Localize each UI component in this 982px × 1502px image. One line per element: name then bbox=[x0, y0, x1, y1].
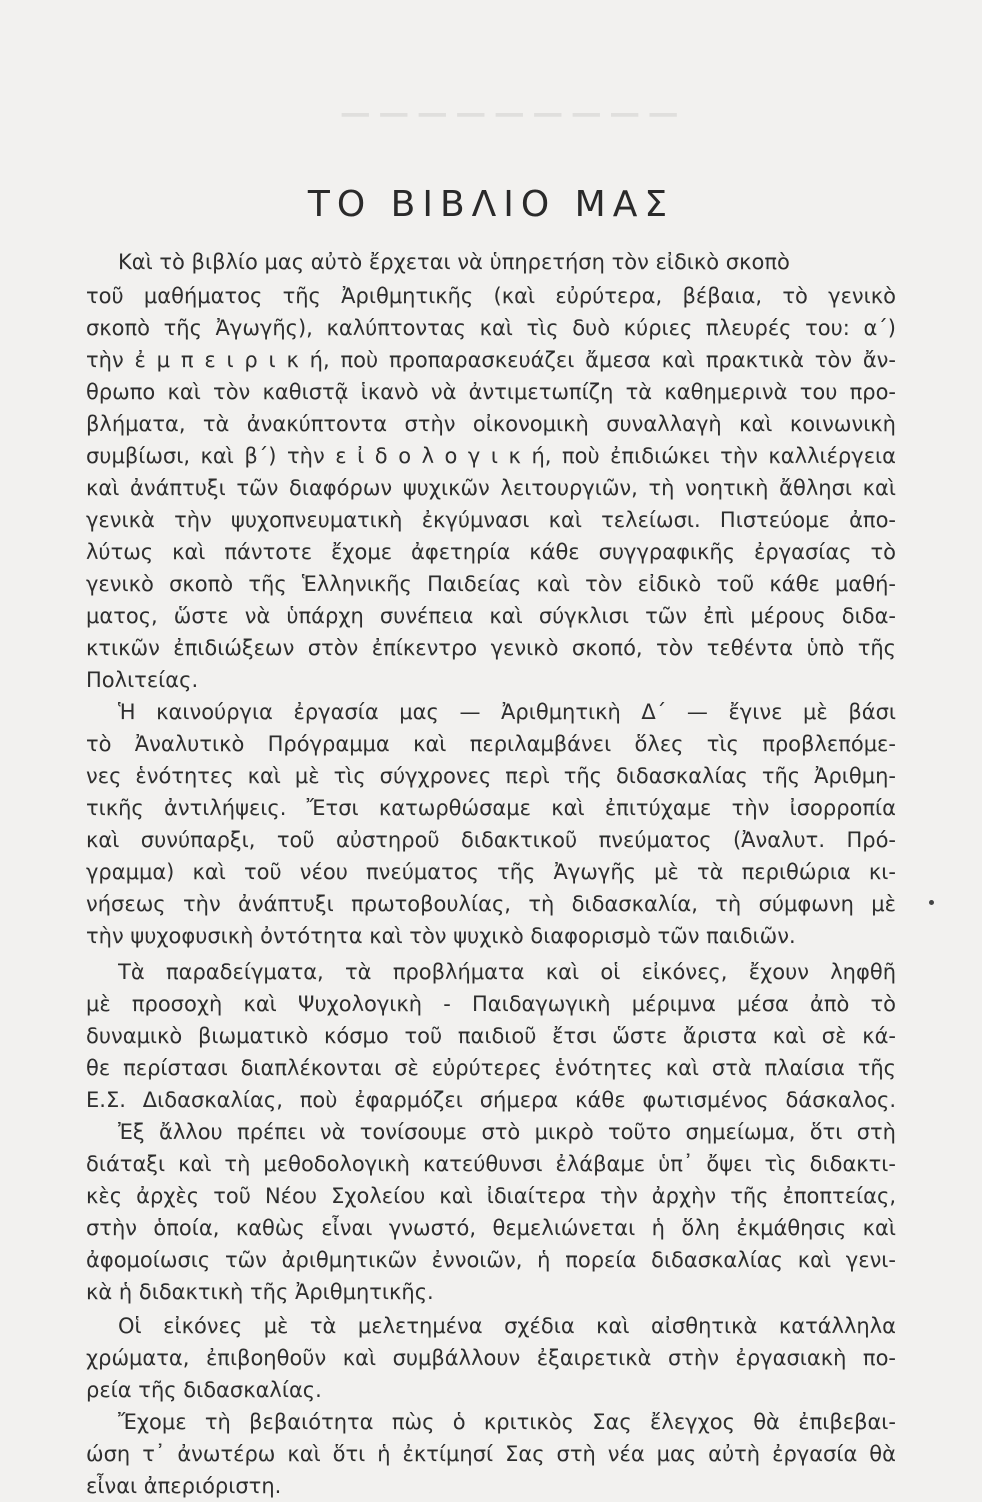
text-line: Καὶ τὸ βιβλίο μας αὐτὸ ἔρχεται νὰ ὑπηρετήση τὸν εἰδικὸ σκοπὸ bbox=[118, 250, 790, 274]
text-line: στὴν ὁποία, καθὼς εἶναι γνωστό, θεμελιώνεται ἡ ὅλη ἐκμάθησις καὶ bbox=[86, 1216, 896, 1240]
text-line: καὶ συνύπαρξι, τοῦ αὐστηροῦ διδακτικοῦ πνεύματος (Ἀναλυτ. Πρό- bbox=[86, 828, 896, 852]
text-line: κὲς ἀρχὲς τοῦ Νέου Σχολείου καὶ ἰδιαίτερα τὴν ἀρχὴν τῆς ἐποπτείας, bbox=[86, 1184, 896, 1208]
text-line: θε περίστασι διαπλέκονται σὲ εὐρύτερες ἑνότητες καὶ στὰ πλαίσια τῆς bbox=[86, 1056, 896, 1080]
text-line: τικῆς ἀντιλήψεις. Ἔτσι κατωρθώσαμε καὶ ἐπιτύχαμε τὴν ἰσορροπία bbox=[86, 796, 896, 820]
text-line: εἶναι ἀπεριόριστη. bbox=[86, 1474, 282, 1498]
page-title: ΤΟ ΒΙΒΛΙΟ ΜΑΣ bbox=[307, 184, 675, 226]
text-line: Οἱ εἰκόνες μὲ τὰ μελετημένα σχέδια καὶ αἰσθητικὰ κατάλληλα bbox=[118, 1314, 896, 1338]
text-line: θρωπο καὶ τὸν καθιστᾷ ἱκανὸ νὰ ἀντιμετωπίζη τὰ καθημερινὰ του προ- bbox=[86, 380, 896, 404]
text-line: χρώματα, ἐπιβοηθοῦν καὶ συμβάλλουν ἐξαιρετικὰ στὴν ἐργασιακὴ πο- bbox=[86, 1346, 896, 1370]
text-line: νες ἑνότητες καὶ μὲ τὶς σύγχρονες περὶ τῆς διδασκαλίας τῆς Ἀριθμη- bbox=[86, 764, 896, 788]
text-line: κὰ ἡ διδακτικὴ τῆς Ἀριθμητικῆς. bbox=[86, 1280, 434, 1304]
text-line: Τὰ παραδείγματα, τὰ προβλήματα καὶ οἱ εἰκόνες, ἔχουν ληφθῆ bbox=[118, 960, 896, 984]
text-line: Πολιτείας. bbox=[86, 668, 199, 692]
text-line: ώση τ᾽ ἀνωτέρω καὶ ὅτι ἡ ἐκτίμησί Σας στὴ νέα μας αὐτὴ ἐργασία θὰ bbox=[86, 1442, 896, 1466]
text-line: λύτως καὶ πάντοτε ἔχομε ἀφετηρία κάθε συγγραφικῆς ἐργασίας τὸ bbox=[86, 540, 896, 564]
text-line: ρεία τῆς διδασκαλίας. bbox=[86, 1378, 322, 1402]
text-line: ματος, ὥστε νὰ ὑπάρχη συνέπεια καὶ σύγκλισι τῶν ἐπὶ μέρους διδα- bbox=[86, 604, 896, 628]
text-line: Ἡ καινούργια ἐργασία μας — Ἀριθμητικὴ Δ΄ — ἔγινε μὲ βάσι bbox=[118, 700, 896, 724]
text-line: τοῦ μαθήματος τῆς Ἀριθμητικῆς (καὶ εὐρύτερα, βέβαια, τὸ γενικὸ bbox=[86, 284, 896, 308]
text-line: μὲ προσοχὴ καὶ Ψυχολογικὴ - Παιδαγωγικὴ μέριμνα μέσα ἀπὸ τὸ bbox=[86, 992, 896, 1016]
text-line: Ε.Σ. Διδασκαλίας, ποὺ ἐφαρμόζει σήμερα κάθε φωτισμένος δάσκαλος. bbox=[86, 1088, 896, 1112]
text-line: Ἐξ ἄλλου πρέπει νὰ τονίσουμε στὸ μικρὸ τοῦτο σημείωμα, ὅτι στὴ bbox=[118, 1120, 896, 1144]
margin-ink-speck bbox=[929, 900, 934, 905]
text-line: συμβίωσι, καὶ β΄) τὴν ε ἰ δ ο λ ο γ ι κ ή, ποὺ ἐπιδιώκει τὴν καλλιέργεια bbox=[86, 444, 896, 468]
text-line: γραμμα) καὶ τοῦ νέου πνεύματος τῆς Ἀγωγῆς μὲ τὰ περιθώρια κι- bbox=[86, 860, 896, 884]
text-line: διάταξι καὶ τὴ μεθοδολογικὴ κατεύθυνσι ἐλάβαμε ὑπ᾽ ὄψει τὶς διδακτι- bbox=[86, 1152, 896, 1176]
text-line: τὴν ψυχοφυσικὴ ὀντότητα καὶ τὸν ψυχικὸ διαφορισμὸ τῶν παιδιῶν. bbox=[86, 924, 796, 948]
text-line: καὶ ἀνάπτυξι τῶν διαφόρων ψυχικῶν λειτουργιῶν, τὴ νοητικὴ ἄθλησι καὶ bbox=[86, 476, 896, 500]
text-line: τὴν ἐ μ π ε ι ρ ι κ ή, ποὺ προπαρασκευάζει ἄμεσα καὶ πρακτικὰ τὸν ἄν- bbox=[86, 348, 896, 372]
text-line: σκοπὸ τῆς Ἀγωγῆς), καλύπτοντας καὶ τὶς δυὸ κύριες πλευρές του: α΄) bbox=[86, 316, 896, 340]
bleed-through-heading: ───────── bbox=[330, 90, 677, 141]
text-line: τὸ Ἀναλυτικὸ Πρόγραμμα καὶ περιλαμβάνει ὅλες τὶς προβλεπόμε- bbox=[86, 732, 896, 756]
text-line: γενικὸ σκοπὸ τῆς Ἑλληνικῆς Παιδείας καὶ τὸν εἰδικὸ τοῦ κάθε μαθή- bbox=[86, 572, 896, 596]
text-line: ἀφομοίωσις τῶν ἀριθμητικῶν ἐννοιῶν, ἡ πορεία διδασκαλίας καὶ γενι- bbox=[86, 1248, 896, 1272]
text-line: δυναμικὸ βιωματικὸ κόσμο τοῦ παιδιοῦ ἔτσι ὥστε ἄριστα καὶ σὲ κά- bbox=[86, 1024, 896, 1048]
text-line: γενικὰ τὴν ψυχοπνευματικὴ ἐκγύμνασι καὶ τελείωσι. Πιστεύομε ἀπο- bbox=[86, 508, 896, 532]
text-line: κτικῶν ἐπιδιώξεων στὸν ἐπίκεντρο γενικὸ σκοπό, τὸν τεθέντα ὑπὸ τῆς bbox=[86, 636, 896, 660]
text-line: νήσεως τὴν ἀνάπτυξι πρωτοβουλίας, τὴ διδασκαλία, τὴ σύμφωνη μὲ bbox=[86, 892, 896, 916]
text-line: Ἔχομε τὴ βεβαιότητα πὼς ὁ κριτικὸς Σας ἔλεγχος θὰ ἐπιβεβαι- bbox=[118, 1410, 896, 1434]
text-line: βλήματα, τὰ ἀνακύπτοντα στὴν οἰκονομικὴ συναλλαγὴ καὶ κοινωνικὴ bbox=[86, 412, 896, 436]
